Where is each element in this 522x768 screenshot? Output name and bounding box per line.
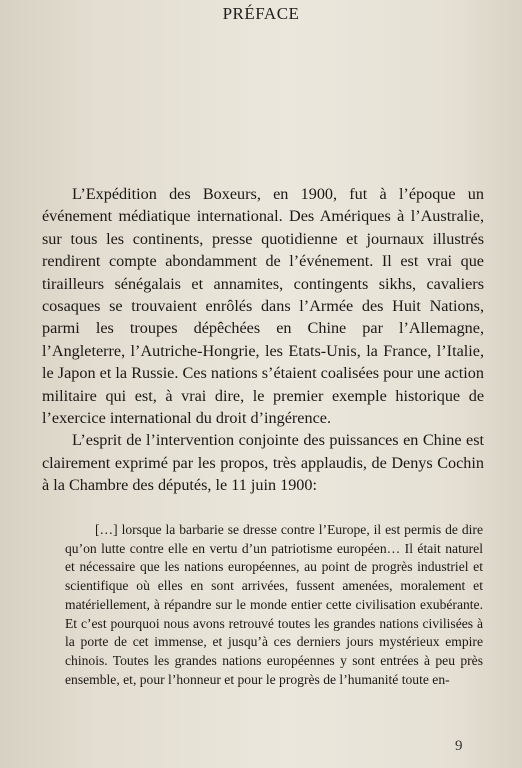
paragraph-1: L’Expédition des Boxeurs, en 1900, fut à l’époque un événement médiatique international. Des Amériques à l’Australie, sur tous les continents, presse quotidienne et journaux illustrés rendirent compte abondamment de l’événement. Il est vrai que tirailleurs sénégalais et annamites, contingents sikhs, cavaliers cosaques se trouvaient enrôlés dans l’Armée des Huit Nations, parmi les troupes dépêchées en Chine par l’Allemagne, l’Angleterre, l’Autriche-Hongrie, les Etats-Unis, la France, l’Italie, le Japon et la Russie. Ces nations s’étaient coalisées pour une action militaire qui est, à vrai dire, le premier exemple historique de l’exercice international du droit d’ingérence. (42, 185, 484, 428)
block-quote (65, 521, 483, 689)
page-title: PRÉFACE (222, 4, 300, 23)
page-number: 9 (455, 738, 463, 754)
paragraph-2: L’esprit de l’intervention conjointe des puissances en Chine est clairement exprimé par les propos, très applaudis, de Denys Cochin à la Chambre des députés, le 11 juin 1900: (42, 431, 484, 495)
quote-text: […] lorsque la barbarie se dresse contre l’Europe, il est permis de dire qu’on lutte contre elle en vertu d’un patriotisme européen… Il était naturel et nécessaire que les nations européennes, au point de progrès industriel et scientifique où elles en sont arrivées, fussent amenées, moralement et matériellement, à répandre sur le monde entier cette civilisation exubérante. Et c’est pourquoi nous avons retrouvé toutes les grandes nations civilisées à la porte de cet immense, et jusqu’à ces derniers jours mystérieux empire chinois. Toutes les grandes nations européennes y sont entrées à peu près ensemble, et, pour l’honneur et pour le progrès de l’humanité toute en- (65, 522, 483, 687)
body-text (42, 183, 484, 497)
